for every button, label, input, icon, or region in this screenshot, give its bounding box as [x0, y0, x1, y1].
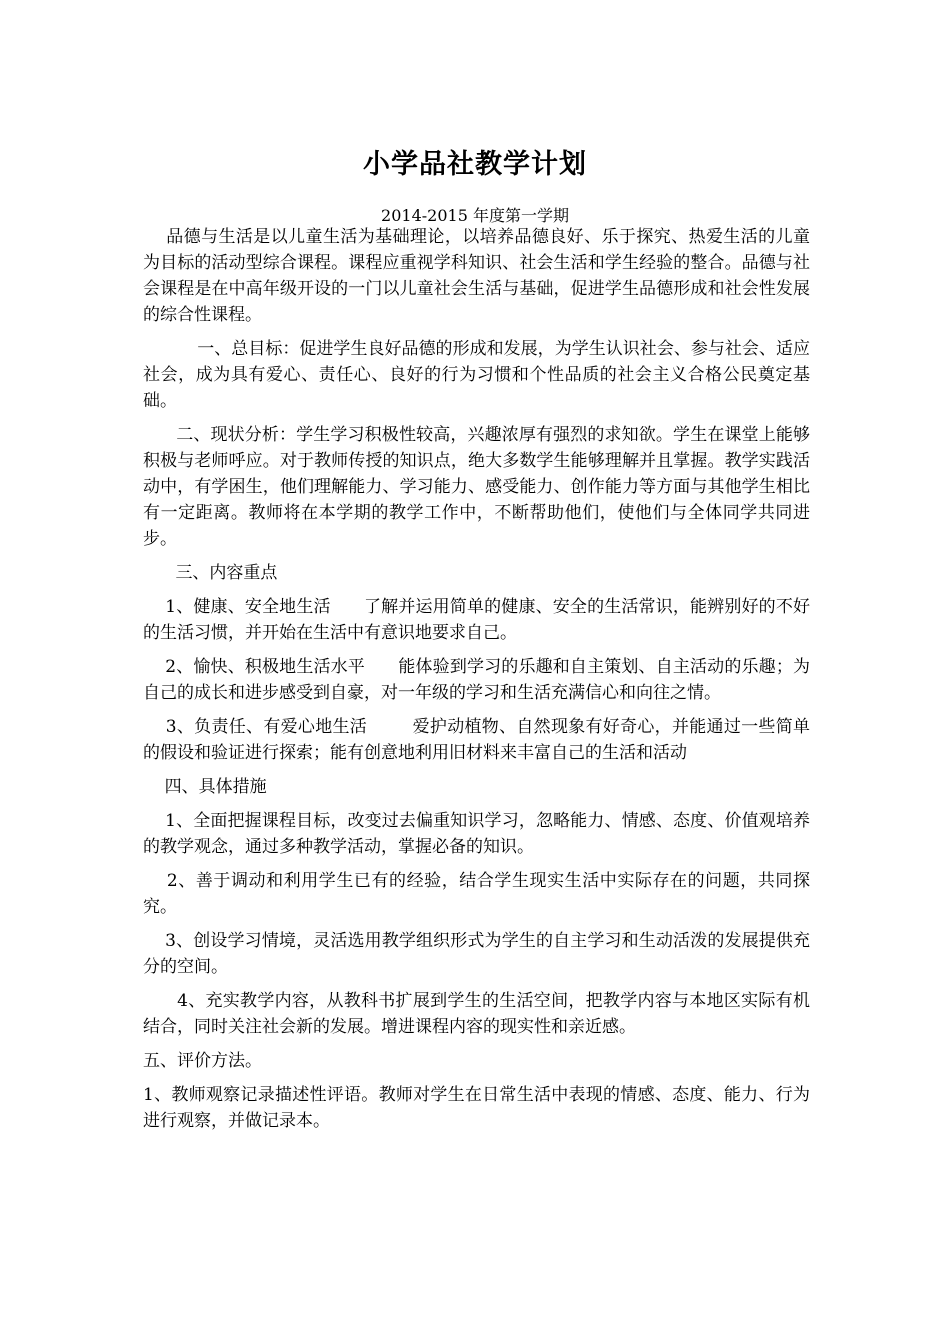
heading-measures: 四、具体措施 [143, 777, 267, 797]
paragraph-focus-3: 3、负责任、有爱心地生活 爱护动植物、自然现象有好奇心，并能通过一些简单的假设和验证进行探索；能有创意地利用旧材料来丰富自己的生活和活动 [143, 717, 810, 763]
document-body [143, 224, 810, 1134]
paragraph-focus-2: 2、愉快、积极地生活水平 能体验到学习的乐趣和自主策划、自主活动的乐趣；为自己的成长和进步感受到自豪，对一年级的学习和生活充满信心和向往之情。 [143, 657, 810, 703]
document-title: 小学品社教学计划 [363, 149, 587, 180]
paragraph-analysis: 二、现状分析：学生学习积极性较高，兴趣浓厚有强烈的求知欲。学生在课堂上能够积极与老师呼应。对于教师传授的知识点，绝大多数学生能够理解并且掌握。教学实践活动中，有学困生，他们理解能力、学习能力、感受能力、创作能力等方面与其他学生相比有一定距离。教师将在本学期的教学工作中，不断帮助他们，使他们与全体同学共同进步。 [143, 425, 810, 549]
paragraph-intro: 品德与生活是以儿童生活为基础理论，以培养品德良好、乐于探究、热爱生活的儿童为目标的活动型综合课程。课程应重视学科知识、社会生活和学生经验的整合。品德与社会课程是在中高年级开设的一门以儿童社会生活与基础，促进学生品德形成和社会性发展的综合性课程。 [143, 227, 811, 325]
paragraph-focus-1: 1、健康、安全地生活 了解并运用简单的健康、安全的生活常识，能辨别好的不好的生活习惯，并开始在生活中有意识地要求自己。 [143, 597, 810, 643]
paragraph-evaluation-1: 1、教师观察记录描述性评语。教师对学生在日常生活中表现的情感、态度、能力、行为进行观察，并做记录本。 [143, 1085, 810, 1131]
paragraph-measure-4: 4、充实教学内容，从教科书扩展到学生的生活空间，把教学内容与本地区实际有机结合，同时关注社会新的发展。增进课程内容的现实性和亲近感。 [143, 991, 810, 1037]
paragraph-measure-2: 2、善于调动和利用学生已有的经验，结合学生现实生活中实际存在的问题，共同探究。 [143, 871, 810, 917]
heading-evaluation: 五、评价方法。 [143, 1051, 262, 1071]
paragraph-measure-1: 1、全面把握课程目标，改变过去偏重知识学习，忽略能力、情感、态度、价值观培养的教学观念，通过多种教学活动，掌握必备的知识。 [143, 811, 810, 857]
document-subtitle: 2014-2015 年度第一学期 [381, 206, 569, 225]
heading-content-focus: 三、内容重点 [143, 563, 278, 583]
paragraph-goal: 一、总目标：促进学生良好品德的形成和发展，为学生认识社会、参与社会、适应社会，成为具有爱心、责任心、良好的行为习惯和个性品质的社会主义合格公民奠定基础。 [143, 339, 810, 411]
paragraph-measure-3: 3、创设学习情境，灵活选用教学组织形式为学生的自主学习和生动活泼的发展提供充分的空间。 [143, 931, 810, 977]
